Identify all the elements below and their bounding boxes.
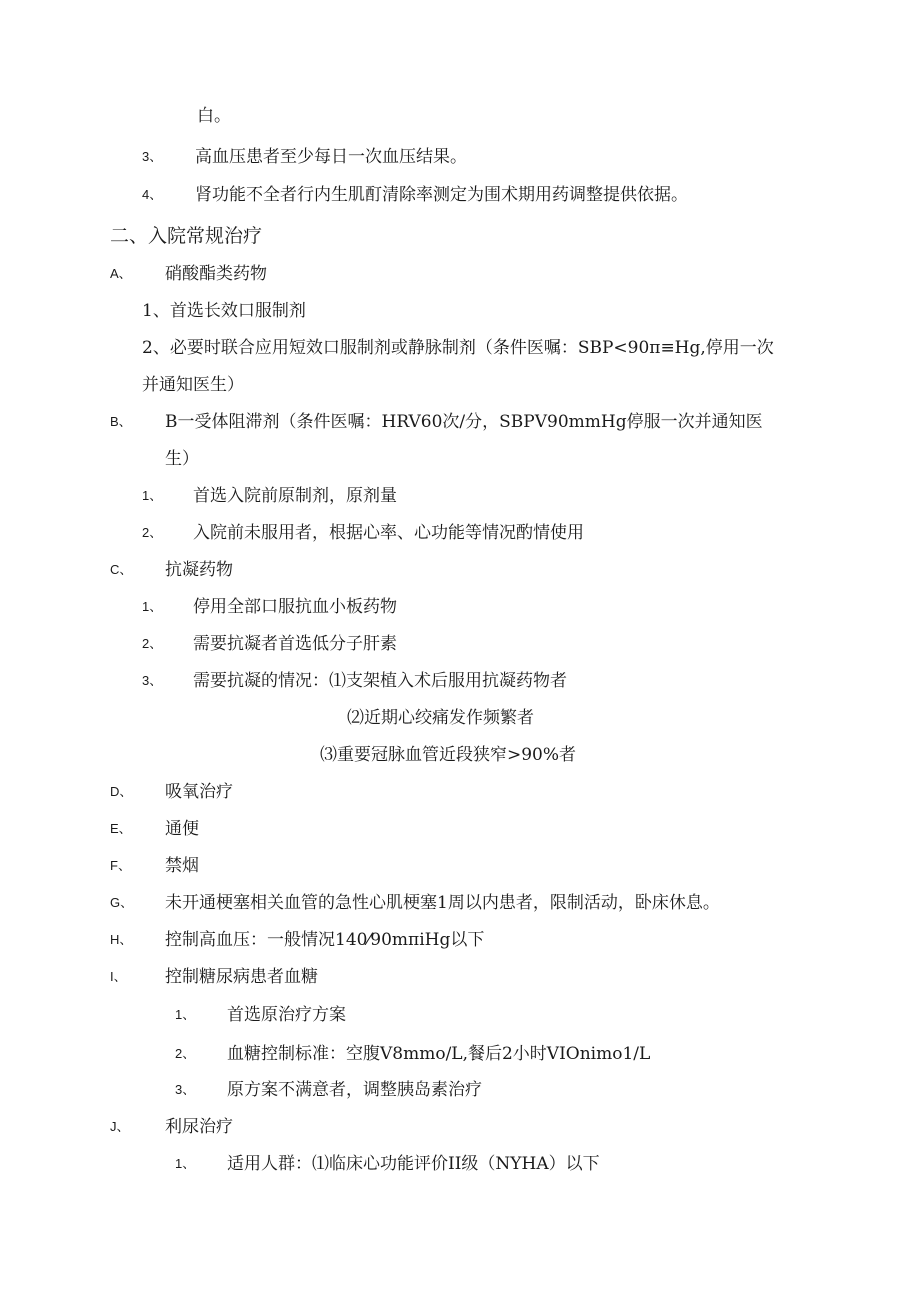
list-marker: 2、 xyxy=(175,1046,196,1061)
text-line: 需要抗凝者首选低分子肝素 xyxy=(193,634,397,654)
list-marker: 2、 xyxy=(142,525,163,540)
list-marker: 1、 xyxy=(142,599,163,614)
text-line: 抗凝药物 xyxy=(165,560,233,580)
list-marker: 4、 xyxy=(142,187,163,202)
text-line: 硝酸酯类药物 xyxy=(165,264,267,284)
text-line: 通便 xyxy=(165,819,199,839)
text-line: 高血压患者至少每日一次血压结果。 xyxy=(195,147,467,167)
text-line: 停用全部口服抗血小板药物 xyxy=(193,597,397,617)
list-marker: 1、 xyxy=(175,1156,196,1171)
list-marker: B、 xyxy=(110,414,132,429)
list-marker: 3、 xyxy=(175,1082,196,1097)
text-line: 1、首选长效口服制剂 xyxy=(142,301,306,321)
list-marker: 3、 xyxy=(142,149,163,164)
text-line: 适用人群：⑴临床心功能评价II级（NYHA）以下 xyxy=(227,1154,600,1174)
list-marker: D、 xyxy=(110,784,133,799)
text-line: 并通知医生） xyxy=(142,375,244,395)
list-marker: E、 xyxy=(110,821,132,836)
text-line: 白。 xyxy=(197,106,231,126)
text-line: 生） xyxy=(165,449,199,469)
list-marker: 1、 xyxy=(142,488,163,503)
text-line: 肾功能不全者行内生肌酊清除率测定为围术期用药调整提供依据。 xyxy=(195,185,688,205)
text-line: B一受体阻滞剂（条件医嘱：HRV60次/分，SBPV90mmHg停服一次并通知医 xyxy=(165,412,763,432)
list-marker: J、 xyxy=(110,1119,130,1134)
list-marker: 1、 xyxy=(175,1007,196,1022)
list-marker: H、 xyxy=(110,932,133,947)
text-line: 2、必要时联合应用短效口服制剂或静脉制剂（条件医嘱：SBP<90π≡Hg,停用一次 xyxy=(142,338,774,358)
text-line: ⑶重要冠脉血管近段狭窄>90%者 xyxy=(320,745,577,765)
section-heading: 二、入院常规治疗 xyxy=(110,225,263,247)
text-line: 首选入院前原制剂，原剂量 xyxy=(193,486,397,506)
text-line: 禁烟 xyxy=(165,856,199,876)
text-line: 首选原治疗方案 xyxy=(227,1005,346,1025)
list-marker: 2、 xyxy=(142,636,163,651)
text-line: 利尿治疗 xyxy=(165,1117,233,1137)
list-marker: G、 xyxy=(110,895,134,910)
list-marker: C、 xyxy=(110,562,133,577)
text-line: 控制高血压：一般情况140⁄90mπiHg以下 xyxy=(165,930,485,950)
text-line: 血糖控制标准：空腹V8mmo∕L,餐后2小时VIOnimo1/L xyxy=(227,1044,651,1064)
text-line: 需要抗凝的情况：⑴支架植入术后服用抗凝药物者 xyxy=(193,671,567,691)
text-line: 控制糖尿病患者血糖 xyxy=(165,967,318,987)
list-marker: A、 xyxy=(110,266,132,281)
text-line: 未开通梗塞相关血管的急性心肌梗塞1周以内患者，限制活动，卧床休息。 xyxy=(165,893,720,913)
text-line: 原方案不满意者，调整胰岛素治疗 xyxy=(227,1080,482,1100)
list-marker: 3、 xyxy=(142,673,163,688)
list-marker: I、 xyxy=(110,969,127,984)
text-line: ⑵近期心绞痛发作频繁者 xyxy=(347,708,534,728)
text-line: 吸氧治疗 xyxy=(165,782,233,802)
text-line: 入院前未服用者，根据心率、心功能等情况酌情使用 xyxy=(193,523,584,543)
list-marker: F、 xyxy=(110,858,131,873)
